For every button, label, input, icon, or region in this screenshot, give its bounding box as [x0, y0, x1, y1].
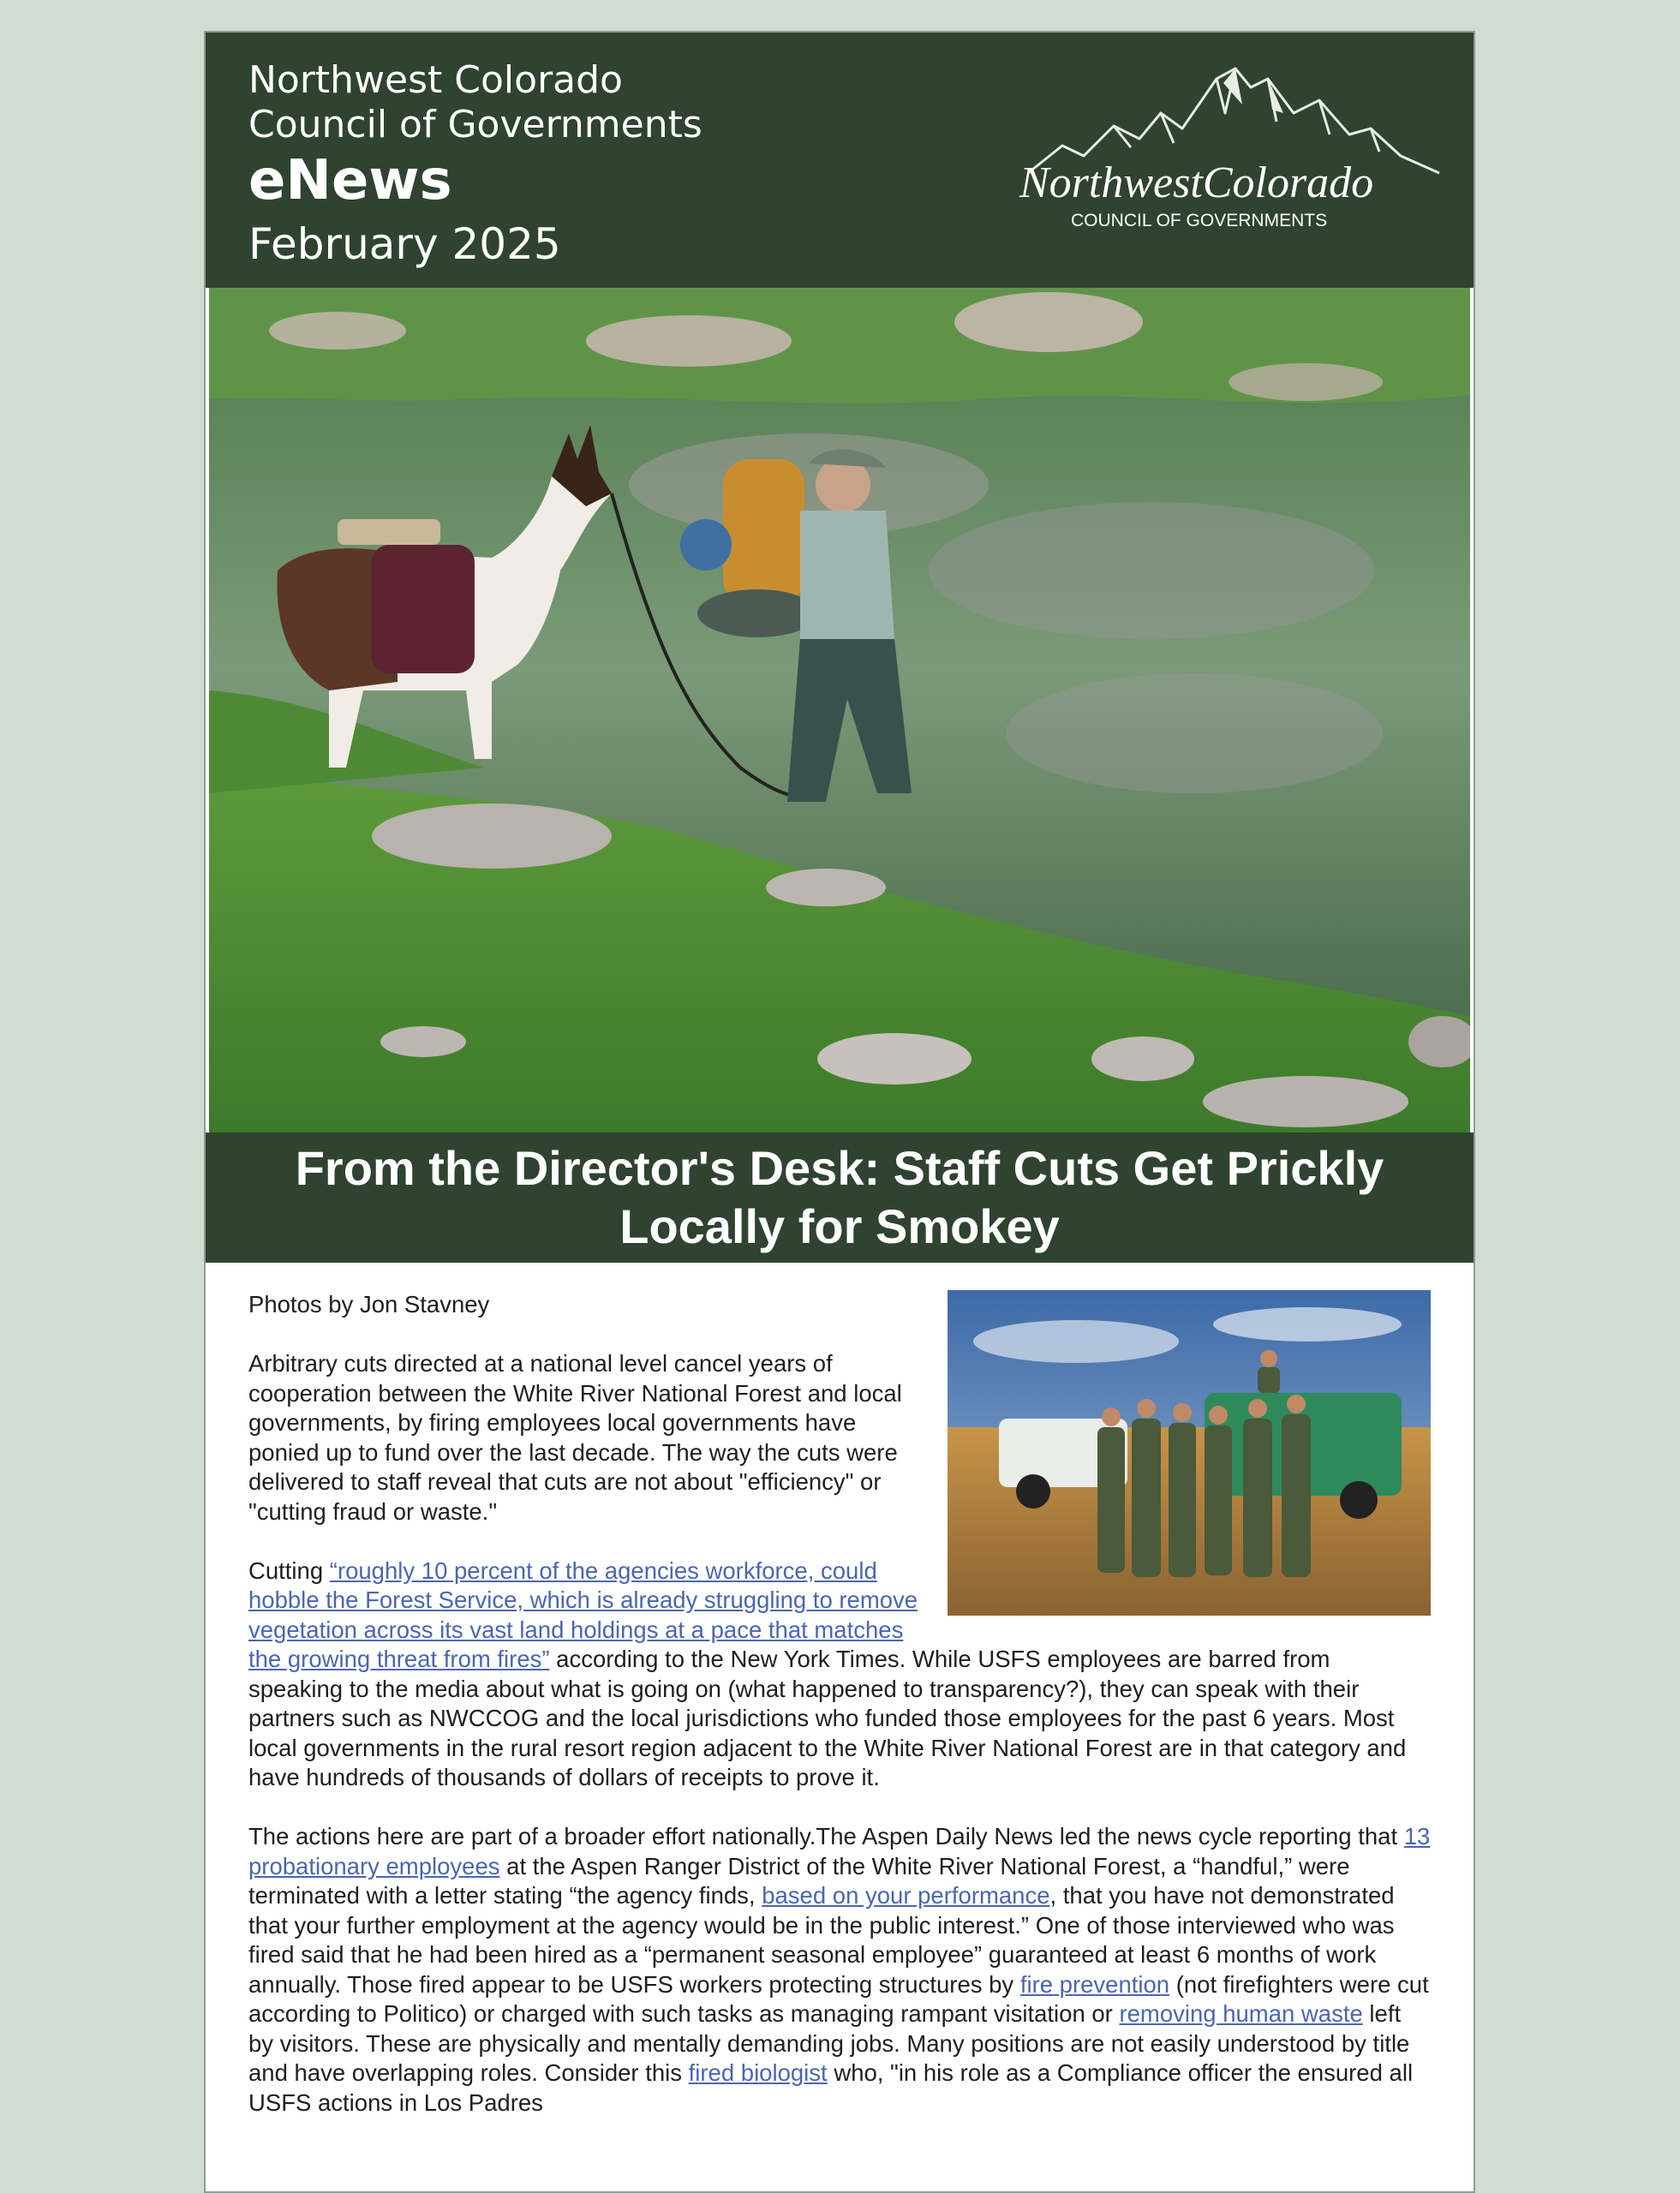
photo-credit: Photos by Jon Stavney — [248, 1291, 490, 1318]
issue-date: February 2025 — [248, 219, 561, 269]
performance-link[interactable]: based on your performance — [762, 1882, 1050, 1909]
header-banner — [206, 33, 1474, 288]
newsletter-page — [204, 31, 1475, 2193]
newsletter-name: eNews — [248, 149, 452, 212]
text-span: who, "in his role as a Compliance officer the ensured all USFS actions in Los Padres — [248, 2059, 1414, 2116]
fired-biologist-link[interactable]: fired biologist — [688, 2059, 828, 2086]
llama-hiker-photo — [209, 288, 1470, 1132]
paragraph-aspen — [248, 1822, 1431, 2118]
logo-wordmark: NorthwestColorado — [1019, 158, 1374, 207]
article-title-band — [206, 1132, 1474, 1263]
org-name-line2: Council of Governments — [248, 103, 702, 146]
text-span: The actions here are part of a broader effort nationally.The Aspen Daily News led the news cycle reporting that — [248, 1823, 1404, 1849]
article-title: From the Director's Desk: Staff Cuts Get Prickly Locally for Smokey — [295, 1141, 1384, 1253]
article-body — [248, 1290, 1431, 2148]
fire-prevention-link[interactable]: fire prevention — [1019, 1970, 1170, 1998]
text-span: according to the New York Times. While USFS employees are barred from speaking to the media about what is going on (what happened to transparency?), they can speak with their partners such as NWCCOG and the local jurisdictions who funded those employees for the past 6 years. Most local governments in the rural resort region adjacent to the White River National Forest are in that category and have hundreds of thousands of dollars of receipts to prove it. — [248, 1646, 1407, 1790]
text-span: left by visitors. These are physically and mentally demanding jobs. Many positions are not easily understood by title and have overlapping roles. Consider this — [248, 2000, 1410, 2086]
org-name-line1: Northwest Colorado — [248, 58, 623, 102]
human-waste-link[interactable]: removing human waste — [1119, 2000, 1363, 2027]
text-span: , that you have not demonstrated that your further employment at the agency would be in the public interest.” One of those interviewed who was fired said that he had been hired as a “permanent seasonal employee” guaranteed at least 6 months of work annually. Those fired appear to be USFS workers protecting structures by — [248, 1882, 1395, 1998]
paragraph-intro: Arbitrary cuts directed at a national level cancel years of cooperation between the White River National Forest and local governments, by firing employees local governments have ponied up to fund over the last decade. The way the cuts were delivered to staff reveal that cuts are not about "efficiency" or "cutting fraud or waste." — [248, 1350, 902, 1525]
logo-subtitle: COUNCIL OF GOVERNMENTS — [1071, 211, 1328, 230]
nwccog-logo — [1011, 53, 1456, 250]
forest-service-crew-photo — [948, 1290, 1431, 1616]
text-span: Cutting — [248, 1557, 330, 1584]
text-span: at the Aspen Ranger District of the White River National Forest, a “handful,” were terminated with a letter stating “the agency finds, — [248, 1852, 1350, 1909]
nyt-quote-link[interactable]: “roughly 10 percent of the agencies workforce, could hobble the Forest Service, which is already struggling to remove vegetation across its vast land holdings at a pace that matches the growing threat from fires” — [248, 1557, 918, 1672]
text-span: (not firefighters were cut according to Politico) or charged with such tasks as managing rampant visitation or — [248, 1970, 1429, 2027]
probationary-employees-link[interactable]: 13 probationary employees — [248, 1823, 1431, 1879]
